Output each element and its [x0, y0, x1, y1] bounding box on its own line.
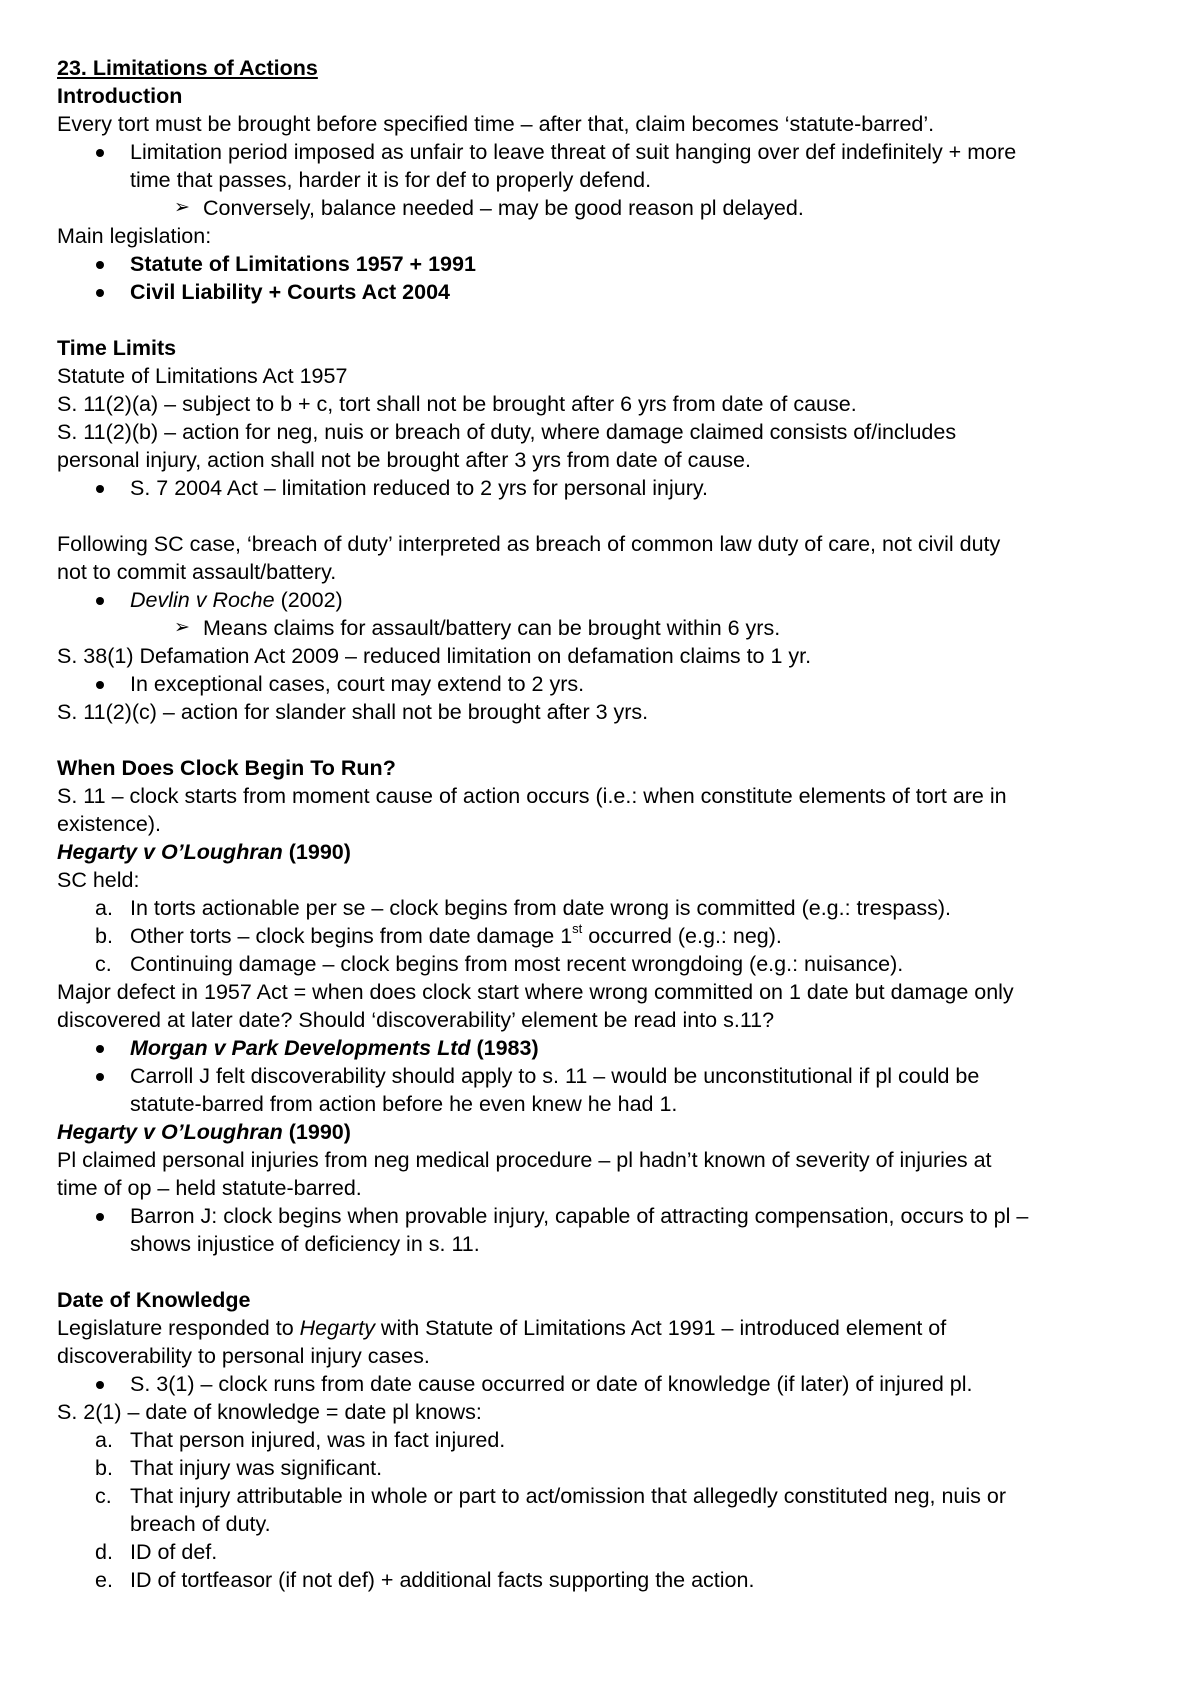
bullet-icon — [96, 485, 104, 493]
bullet-item: Carroll J felt discoverability should apply to s. 11 – would be unconstitutional if pl could be — [57, 1062, 1140, 1090]
paragraph: Legislature responded to Hegarty with Statute of Limitations Act 1991 – introduced element of — [57, 1316, 947, 1340]
paragraph-continuation: not to commit assault/battery. — [57, 560, 337, 584]
section-heading-time-limits: Time Limits — [57, 336, 177, 360]
bullet-icon — [96, 1073, 104, 1081]
paragraph-continuation: existence). — [57, 812, 161, 836]
bullet-icon — [96, 149, 104, 157]
lettered-item: c. Continuing damage – clock begins from most recent wrongdoing (e.g.: nuisance). — [95, 952, 904, 976]
paragraph: Every tort must be brought before specified time – after that, claim becomes ‘statute-barred’. — [57, 112, 935, 136]
case-name: Hegarty v O’Loughran — [57, 840, 283, 864]
case-name: Hegarty — [299, 1316, 375, 1340]
bullet-item: Barron J: clock begins when provable injury, capable of attracting compensation, occurs to pl – — [57, 1202, 1140, 1230]
lettered-continuation: breach of duty. — [130, 1512, 271, 1536]
bullet-item: Limitation period imposed as unfair to leave threat of suit hanging over def indefinitely + more — [57, 138, 1140, 166]
spacer — [57, 502, 1140, 530]
case-heading: Hegarty v O’Loughran (1990) — [57, 840, 351, 864]
bullet-item: Devlin v Roche (2002) — [57, 586, 1140, 614]
bullet-icon — [96, 597, 104, 605]
paragraph: Main legislation: — [57, 224, 212, 248]
case-heading: Hegarty v O’Loughran (1990) — [57, 1120, 351, 1144]
lettered-item: a. In torts actionable per se – clock begins from date wrong is committed (e.g.: trespass). — [95, 896, 951, 920]
spacer — [57, 306, 1140, 334]
paragraph-continuation: time of op – held statute-barred. — [57, 1176, 362, 1200]
bullet-icon — [96, 1213, 104, 1221]
arrow-bullet-icon: ➢ — [174, 197, 190, 218]
bullet-item: Civil Liability + Courts Act 2004 — [57, 278, 1140, 306]
paragraph: S. 11 – clock starts from moment cause of action occurs (i.e.: when constitute elements of tort are in — [57, 784, 1007, 808]
lettered-item: a. That person injured, was in fact injured. — [95, 1428, 506, 1452]
bullet-icon — [96, 289, 104, 297]
bullet-continuation: shows injustice of deficiency in s. 11. — [130, 1232, 480, 1256]
bullet-item: In exceptional cases, court may extend to 2 yrs. — [57, 670, 1140, 698]
lettered-item: c. That injury attributable in whole or part to act/omission that allegedly constituted neg, nuis or — [95, 1484, 1007, 1508]
paragraph: Major defect in 1957 Act = when does clock start where wrong committed on 1 date but damage only — [57, 980, 1014, 1004]
bullet-item: S. 7 2004 Act – limitation reduced to 2 yrs for personal injury. — [57, 474, 1140, 502]
arrow-item: ➢ Conversely, balance needed – may be good reason pl delayed. — [174, 196, 804, 220]
bullet-icon — [96, 261, 104, 269]
paragraph: S. 11(2)(a) – subject to b + c, tort shall not be brought after 6 yrs from date of cause. — [57, 392, 857, 416]
bullet-icon — [96, 1045, 104, 1053]
arrow-item: ➢ Means claims for assault/battery can be brought within 6 yrs. — [174, 616, 781, 640]
case-name: Morgan v Park Developments Ltd — [130, 1036, 471, 1060]
lettered-item: b. That injury was significant. — [95, 1456, 383, 1480]
bullet-icon — [96, 1381, 104, 1389]
paragraph-continuation: discovered at later date? Should ‘discoverability’ element be read into s.11? — [57, 1008, 775, 1032]
paragraph-continuation: discoverability to personal injury cases. — [57, 1344, 430, 1368]
bullet-continuation: time that passes, harder it is for def to properly defend. — [130, 168, 652, 192]
paragraph-continuation: personal injury, action shall not be brought after 3 yrs from date of cause. — [57, 448, 751, 472]
document-title: 23. Limitations of Actions — [57, 56, 318, 80]
spacer — [57, 1258, 1140, 1286]
lettered-item: e. ID of tortfeasor (if not def) + additional facts supporting the action. — [95, 1568, 755, 1592]
paragraph: S. 11(2)(b) – action for neg, nuis or breach of duty, where damage claimed consists of/includes — [57, 420, 957, 444]
lettered-item: d. ID of def. — [95, 1540, 218, 1564]
paragraph: S. 38(1) Defamation Act 2009 – reduced limitation on defamation claims to 1 yr. — [57, 644, 812, 668]
section-heading-clock: When Does Clock Begin To Run? — [57, 756, 396, 780]
spacer — [57, 726, 1140, 754]
bullet-item: S. 3(1) – clock runs from date cause occurred or date of knowledge (if later) of injured pl. — [57, 1370, 1140, 1398]
bullet-icon — [96, 681, 104, 689]
case-name: Hegarty v O’Loughran — [57, 1120, 283, 1144]
paragraph: Following SC case, ‘breach of duty’ interpreted as breach of common law duty of care, not civil duty — [57, 532, 1001, 556]
section-heading-introduction: Introduction — [57, 84, 183, 108]
paragraph: S. 2(1) – date of knowledge = date pl knows: — [57, 1400, 482, 1424]
paragraph: SC held: — [57, 868, 140, 892]
case-name: Devlin v Roche — [130, 588, 275, 612]
paragraph: Pl claimed personal injuries from neg medical procedure – pl hadn’t known of severity of injuries at — [57, 1148, 992, 1172]
bullet-continuation: statute-barred from action before he even knew he had 1. — [130, 1092, 678, 1116]
bullet-item: Morgan v Park Developments Ltd (1983) — [57, 1034, 1140, 1062]
section-heading-date-of-knowledge: Date of Knowledge — [57, 1288, 251, 1312]
arrow-bullet-icon: ➢ — [174, 617, 190, 638]
paragraph: Statute of Limitations Act 1957 — [57, 364, 348, 388]
bullet-item: Statute of Limitations 1957 + 1991 — [57, 250, 1140, 278]
paragraph: S. 11(2)(c) – action for slander shall not be brought after 3 yrs. — [57, 700, 649, 724]
lettered-item: b. Other torts – clock begins from date damage 1st occurred (e.g.: neg). — [95, 920, 782, 948]
